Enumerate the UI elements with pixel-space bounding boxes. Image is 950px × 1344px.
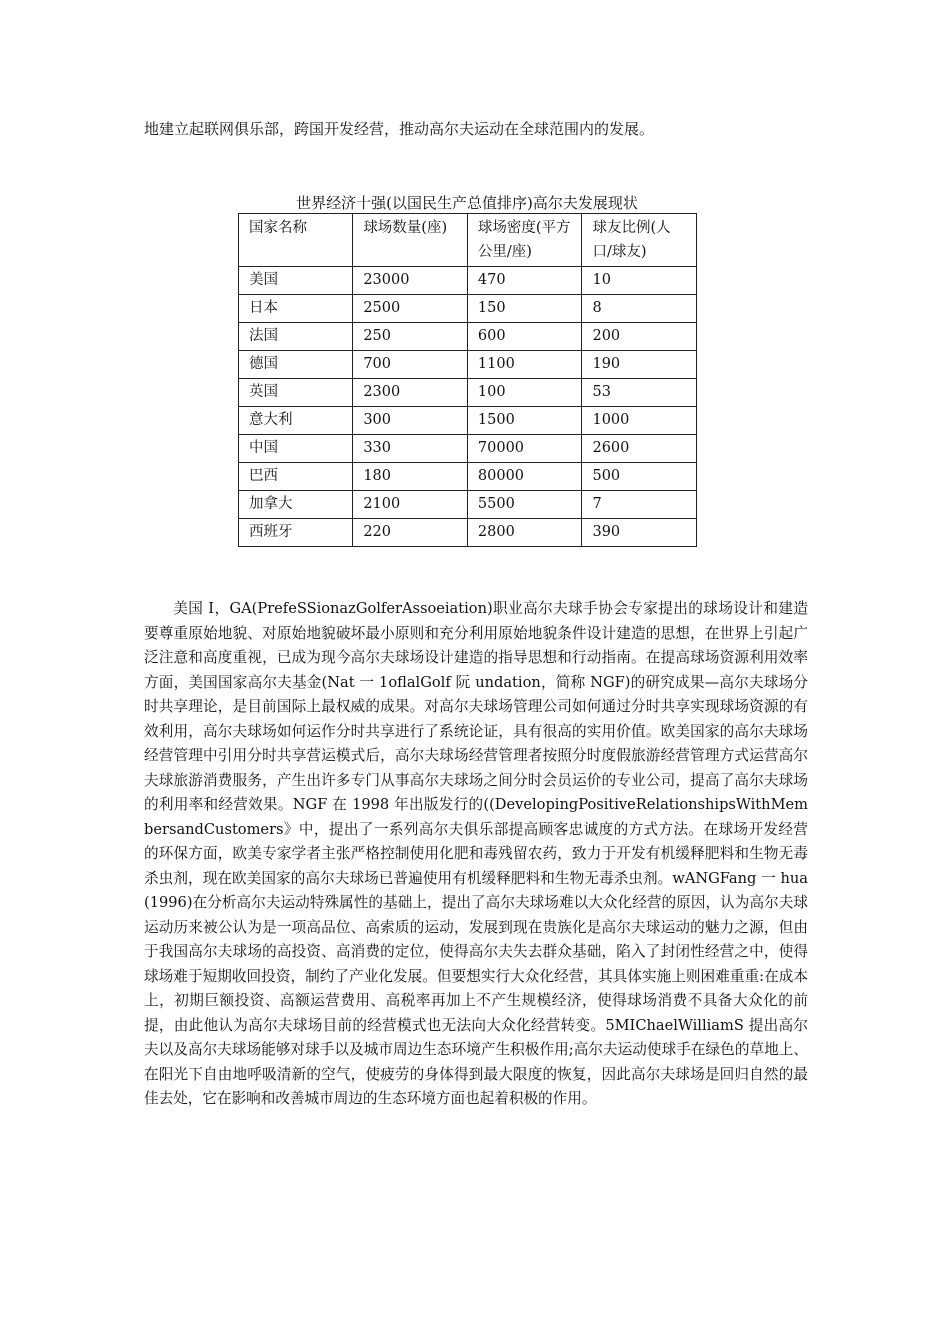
- cell-country: 日本: [239, 295, 353, 323]
- cell-course-count: 180: [353, 463, 468, 491]
- cell-golfer-ratio: 2600: [582, 435, 697, 463]
- cell-course-count: 2100: [353, 491, 468, 519]
- table-row: [239, 323, 697, 351]
- table-row: [239, 463, 697, 491]
- table-body: [239, 267, 697, 547]
- cell-course-count: 250: [353, 323, 468, 351]
- cell-course-count: 300: [353, 407, 468, 435]
- cell-country: 加拿大: [239, 491, 353, 519]
- header-course-density: 球场密度(平方公里/座): [467, 214, 582, 267]
- cell-course-count: 2300: [353, 379, 468, 407]
- golf-stats-table: [238, 213, 697, 547]
- cell-golfer-ratio: 390: [582, 519, 697, 547]
- cell-country: 意大利: [239, 407, 353, 435]
- cell-golfer-ratio: 190: [582, 351, 697, 379]
- cell-golfer-ratio: 1000: [582, 407, 697, 435]
- cell-course-density: 2800: [467, 519, 582, 547]
- cell-country: 德国: [239, 351, 353, 379]
- cell-course-density: 600: [467, 323, 582, 351]
- table-row: [239, 435, 697, 463]
- cell-country: 西班牙: [239, 519, 353, 547]
- cell-course-density: 80000: [467, 463, 582, 491]
- cell-course-density: 1100: [467, 351, 582, 379]
- cell-golfer-ratio: 53: [582, 379, 697, 407]
- table-title: 世界经济十强(以国民生产总值排序)高尔夫发展现状: [296, 194, 638, 212]
- header-golfer-ratio: 球友比例(人口/球友): [582, 214, 697, 267]
- cell-course-density: 1500: [467, 407, 582, 435]
- intro-paragraph: 地建立起联网俱乐部，跨国开发经营，推动高尔夫运动在全球范围内的发展。: [144, 120, 655, 138]
- table-row: [239, 295, 697, 323]
- cell-country: 巴西: [239, 463, 353, 491]
- cell-course-count: 2500: [353, 295, 468, 323]
- cell-country: 英国: [239, 379, 353, 407]
- body-paragraph: 美国 I，GA(PrefeSSionazGolferAssoeiation)职业高尔夫球手协会专家提出的球场设计和建造要尊重原始地貌、对原始地貌破坏最小原则和充分利用原始地貌条件设计建造的思想，在世界上引起广泛注意和高度重视，已成为现今高尔夫球场设计建造的指导思想和行动指南。在提高球场资源利用效率方面，美国国家高尔夫基金(Nat 一 1oflalGolf 阮 undation，简称 NGF)的研究成果—高尔夫球场分时共享理论，是目前国际上最权威的成果。对高尔夫球场管理公司如何通过分时共享实现球场资源的有效利用，高尔夫球场如何运作分时共享进行了系统论证，具有很高的实用价值。欧美国家的高尔夫球场经营管理中引用分时共享营运模式后，高尔夫球场经营管理者按照分时度假旅游经营管理方式运营高尔夫球旅游消费服务，产生出许多专门从事高尔夫球场之间分时会员运价的专业公司，提高了高尔夫球场的利用率和经营效果。NGF 在 1998 年出版发行的((DevelopingPositiveRelationshipsWithMembersandCustomers》中，提出了一系列高尔夫俱乐部提高顾客忠诚度的方式方法。在球场开发经营的环保方面，欧美专家学者主张严格控制使用化肥和毒残留农药，致力于开发有机缓释肥料和生物无毒杀虫剂，现在欧美国家的高尔夫球场已普遍使用有机缓释肥料和生物无毒杀虫剂。wANGFang 一 hua(1996)在分析高尔夫运动特殊属性的基础上，提出了高尔夫球场难以大众化经营的原因，认为高尔夫球运动历来被公认为是一项高品位、高索质的运动，发展到现在贵族化是高尔夫球运动的魅力之源，但由于我国高尔夫球场的高投资、高消费的定位，使得高尔夫失去群众基础，陷入了封闭性经营之中，使得球场难于短期收回投资，制约了产业化发展。但要想实行大众化经营，其具体实施上则困难重重:在成本上，初期巨额投资、高额运营费用、高税率再加上不产生规模经济，使得球场消费不具备大众化的前提，由此他认为高尔夫球场目前的经营模式也无法向大众化经营转变。5MIChaelWilliamS 提出高尔夫以及高尔夫球场能够对球手以及城市周边生态环境产生积极作用;高尔夫运动使球手在绿色的草地上、在阳光下自由地呼吸清新的空气，使疲劳的身体得到最大限度的恢复，因此高尔夫球场是回归自然的最佳去处，它在影响和改善城市周边的生态环境方面也起着积极的作用。: [144, 600, 808, 1107]
- header-course-count: 球场数量(座): [353, 214, 468, 267]
- table-header-row: [239, 214, 697, 267]
- cell-golfer-ratio: 8: [582, 295, 697, 323]
- cell-course-density: 470: [467, 267, 582, 295]
- table-row: [239, 351, 697, 379]
- cell-country: 法国: [239, 323, 353, 351]
- cell-golfer-ratio: 10: [582, 267, 697, 295]
- cell-course-density: 100: [467, 379, 582, 407]
- cell-course-density: 5500: [467, 491, 582, 519]
- cell-golfer-ratio: 200: [582, 323, 697, 351]
- cell-country: 中国: [239, 435, 353, 463]
- cell-course-count: 220: [353, 519, 468, 547]
- cell-golfer-ratio: 500: [582, 463, 697, 491]
- header-country: 国家名称: [239, 214, 353, 267]
- table-row: [239, 407, 697, 435]
- cell-golfer-ratio: 7: [582, 491, 697, 519]
- cell-course-density: 150: [467, 295, 582, 323]
- table-row: [239, 267, 697, 295]
- table-row: [239, 379, 697, 407]
- cell-course-density: 70000: [467, 435, 582, 463]
- cell-course-count: 330: [353, 435, 468, 463]
- cell-course-count: 23000: [353, 267, 468, 295]
- cell-country: 美国: [239, 267, 353, 295]
- table-row: [239, 519, 697, 547]
- cell-course-count: 700: [353, 351, 468, 379]
- table-row: [239, 491, 697, 519]
